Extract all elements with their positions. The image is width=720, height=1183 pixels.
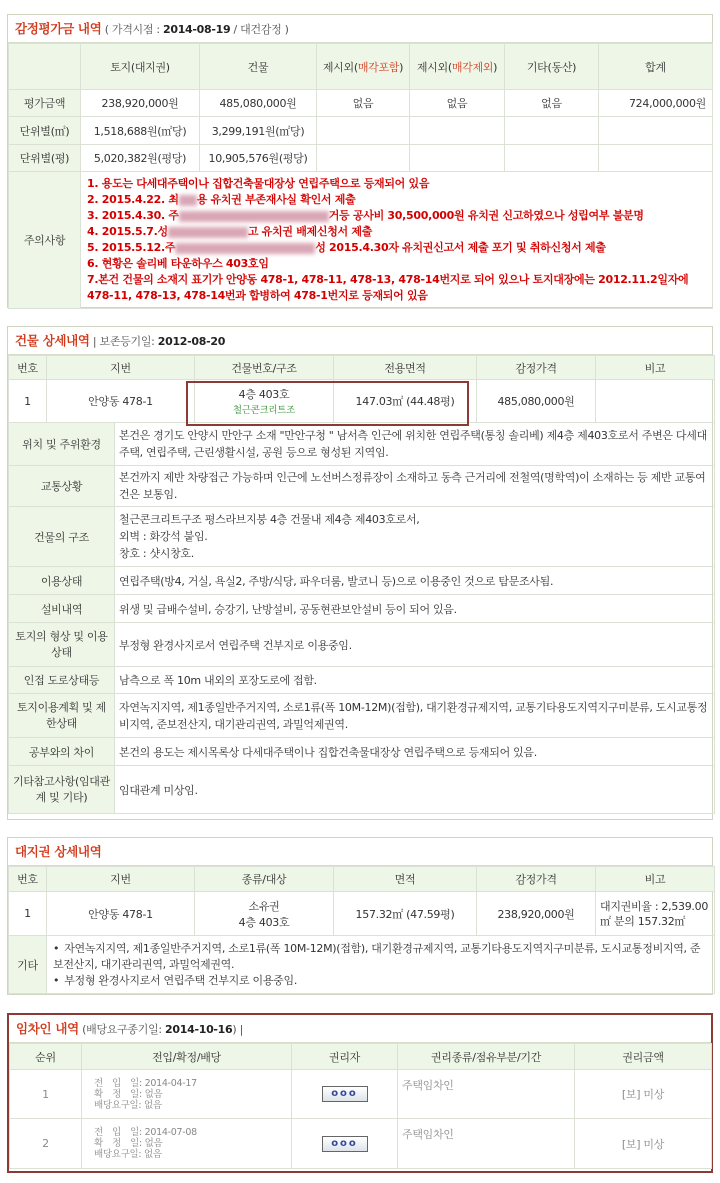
bld-col-price: 감정가격 xyxy=(477,356,596,380)
unit-m2-building: 3,299,191원(㎡당) xyxy=(200,117,317,145)
detail-value: 자연녹지지역, 제1종일반주거지역, 소로1류(폭 10M-12M)(접함), 대기환경규제지역, 교통기타용도지역지구미분류, 도시교통정비지역, 준보전산지, 대기관리권역, 과밀억제권역. xyxy=(115,694,715,738)
tenant-kind: 주택임차인 xyxy=(398,1070,575,1119)
tenant-kind: 주택임차인 xyxy=(398,1119,575,1169)
detail-row xyxy=(9,466,715,507)
note-2: 2. 2015.4.22. 최 용 유치권 부존재사실 확인서 제출 xyxy=(87,193,356,206)
tenant-subtitle: (배당요구종기일: 2014-10-16) | xyxy=(82,1023,244,1036)
tenant-holder-button[interactable]: ooo xyxy=(322,1086,368,1102)
building-date: 2012-08-20 xyxy=(157,335,226,348)
detail-label: 공부와의 차이 xyxy=(9,738,115,766)
appraisal-notes xyxy=(81,172,713,309)
row-label-unit-py: 단위별(평) xyxy=(9,145,81,172)
land-col-price: 감정가격 xyxy=(477,867,596,892)
price-total: 724,000,000원 xyxy=(599,90,713,117)
bld-col-note: 비고 xyxy=(596,356,715,380)
unit-py-land: 5,020,382원(평당) xyxy=(81,145,200,172)
tenant-rank: 2 xyxy=(10,1119,82,1169)
land-etc-item: • 자연녹지지역, 제1종일반주거지역, 소로1류(폭 10M-12M)(접함), 대기환경규제지역, 교통기타용도지역지구미분류, 도시교통정비지역, 준보전산지, 대기관리권역, 과밀억제권역. xyxy=(53,941,708,973)
detail-label: 기타참고사항(임대관계 및 기타) xyxy=(9,766,115,814)
note-1: 1. 용도는 다세대주택이나 집합건축물대장상 연립주택으로 등재되어 있음 xyxy=(87,177,430,190)
land-col-kind: 종류/대상 xyxy=(195,867,334,892)
land-kind-unit: 소유권 4층 403호 xyxy=(195,892,334,936)
bld-col-unit: 건물번호/구조 xyxy=(195,356,334,380)
land-etc-label: 기타 xyxy=(9,936,47,994)
land-header xyxy=(8,838,712,866)
price-exc-included: 없음 xyxy=(317,90,410,117)
tenant-rank: 1 xyxy=(10,1070,82,1119)
col-exc-included: 제시외(매각포함) xyxy=(317,44,410,90)
land-col-note: 비고 xyxy=(596,867,715,892)
bld-lot: 안양동 478-1 xyxy=(47,380,195,423)
row-label-unit-m2: 단위별(㎡) xyxy=(9,117,81,145)
land-col-lot: 지번 xyxy=(47,867,195,892)
bld-col-no: 번호 xyxy=(9,356,47,380)
bld-area: 147.03㎡ (44.48평) xyxy=(334,380,477,423)
unit-py-building: 10,905,576원(평당) xyxy=(200,145,317,172)
detail-row xyxy=(9,423,715,466)
detail-row xyxy=(9,738,715,766)
tenant-table xyxy=(9,1043,712,1169)
detail-value: 본건은 경기도 안양시 만안구 소재 "만안구청 " 남서측 인근에 위치한 연립주택(통칭 솔리베) 제4층 제403호로서 주변은 다세대주택, 연립주택, 근린생활시설, 공원 등으로 형성된 지역임. xyxy=(115,423,715,466)
detail-label: 교통상황 xyxy=(9,466,115,507)
land-table xyxy=(8,866,715,994)
bld-col-lot: 지번 xyxy=(47,356,195,380)
land-area: 157.32㎡ (47.59평) xyxy=(334,892,477,936)
land-lot: 안양동 478-1 xyxy=(47,892,195,936)
building-subtitle: | 보존등기일: 2012-08-20 xyxy=(92,335,226,348)
appraisal-date: 2014-08-19 xyxy=(162,23,231,36)
bld-note xyxy=(596,380,715,423)
note-7: 7.본건 건물의 소재지 표기가 안양동 478-1, 478-11, 478-13, 478-14번지로 되어 있으나 토지대장에는 2012.11.2일자에 478-11, 478-13, 478-14번과 합병하여 478-1번지로 등재되어 있음 xyxy=(87,273,689,302)
detail-label: 토지의 형상 및 이용상태 xyxy=(9,623,115,667)
detail-label: 설비내역 xyxy=(9,595,115,623)
bld-price: 485,080,000원 xyxy=(477,380,596,423)
tenant-amount: [보] 미상 xyxy=(575,1070,712,1119)
highlight-frame xyxy=(186,381,469,426)
detail-value: 연립주택(방4, 거실, 욕실2, 주방/식당, 파우더룸, 발코니 등)으로 이용중인 것으로 탐문조사됨. xyxy=(115,567,715,595)
land-section xyxy=(7,837,713,995)
tenant-date: 2014-10-16 xyxy=(165,1023,233,1036)
tenant-header xyxy=(9,1015,711,1043)
bld-structure: 철근콘크리트조 xyxy=(232,405,296,416)
note-4: 4. 2015.5.7.성 고 유치권 배제신청서 제출 xyxy=(87,225,373,238)
unit-m2-land: 1,518,688원(㎡당) xyxy=(81,117,200,145)
tenant-col-amount: 권리금액 xyxy=(575,1044,712,1070)
detail-row xyxy=(9,507,715,567)
col-etc: 기타(동산) xyxy=(505,44,599,90)
land-price: 238,920,000원 xyxy=(477,892,596,936)
detail-row xyxy=(9,595,715,623)
detail-value: 위생 및 급배수설비, 승강기, 난방설비, 공동현관보안설비 등이 되어 있음. xyxy=(115,595,715,623)
note-5: 5. 2015.5.12.주 성 2015.4.30자 유치권신고서 제출 포기 및 취하신청서 제출 xyxy=(87,241,606,254)
tenant-section xyxy=(7,1013,713,1173)
col-land: 토지(대지권) xyxy=(81,44,200,90)
price-exc-excluded: 없음 xyxy=(410,90,505,117)
tenant-title: 임차인 내역 xyxy=(16,1021,79,1036)
price-etc: 없음 xyxy=(505,90,599,117)
detail-row xyxy=(9,623,715,667)
tenant-row xyxy=(10,1119,712,1169)
land-col-no: 번호 xyxy=(9,867,47,892)
detail-label: 위치 및 주위환경 xyxy=(9,423,115,466)
price-building: 485,080,000원 xyxy=(200,90,317,117)
appraisal-section xyxy=(7,14,713,308)
tenant-dates: 전 입 일: 2014-07-08 확 정 일: 없음 배당요구일: 없음 xyxy=(82,1119,292,1169)
detail-label: 이용상태 xyxy=(9,567,115,595)
col-exc-excluded: 제시외(매각제외) xyxy=(410,44,505,90)
bld-col-area: 전용면적 xyxy=(334,356,477,380)
note-6: 6. 현황은 솔리베 타운하우스 403호임 xyxy=(87,257,269,270)
land-col-area: 면적 xyxy=(334,867,477,892)
tenant-col-holder: 권리자 xyxy=(292,1044,398,1070)
detail-value: 남측으로 폭 10m 내외의 포장도로에 접함. xyxy=(115,667,715,694)
appraisal-header xyxy=(8,15,712,43)
tenant-row xyxy=(10,1070,712,1119)
detail-value: 부정형 완경사지로서 연립주택 건부지로 이용중임. xyxy=(115,623,715,667)
detail-row xyxy=(9,567,715,595)
land-no: 1 xyxy=(9,892,47,936)
price-land: 238,920,000원 xyxy=(81,90,200,117)
detail-value: 철근콘크리트구조 평스라브지붕 4층 건물내 제4층 제403호로서, 외벽 : 화강석 붙임. 창호 : 샷시창호. xyxy=(115,507,715,567)
row-label-price: 평가금액 xyxy=(9,90,81,117)
detail-value: 본건의 용도는 제시목록상 다세대주택이나 집합건축물대장상 연립주택으로 등재되어 있음. xyxy=(115,738,715,766)
detail-row xyxy=(9,694,715,738)
tenant-holder-button[interactable]: ooo xyxy=(322,1136,368,1152)
tenant-dates: 전 입 일: 2014-04-17 확 정 일: 없음 배당요구일: 없음 xyxy=(82,1070,292,1119)
appraisal-table xyxy=(8,43,713,309)
detail-row xyxy=(9,667,715,694)
detail-label: 건물의 구조 xyxy=(9,507,115,567)
detail-row xyxy=(9,766,715,814)
land-title: 대지권 상세내역 xyxy=(15,844,102,859)
col-total: 합계 xyxy=(599,44,713,90)
building-header xyxy=(8,327,712,355)
detail-value: 본건까지 제반 차량접근 가능하며 인근에 노선버스정류장이 소재하고 동측 근거리에 전철역(명학역)이 소재하는 등 제반 교통여건은 보통임. xyxy=(115,466,715,507)
tenant-col-rank: 순위 xyxy=(10,1044,82,1070)
land-note: 대지권비율 : 2,539.00㎡ 분의 157.32㎡ xyxy=(596,892,715,936)
detail-value: 임대관계 미상임. xyxy=(115,766,715,814)
appraisal-subtitle: ( 가격시점 : 2014-08-19 / 대건감정 ) xyxy=(104,23,289,36)
tenant-col-kind: 권리종류/점유부분/기간 xyxy=(398,1044,575,1070)
tenant-amount: [보] 미상 xyxy=(575,1119,712,1169)
building-section xyxy=(7,326,713,820)
col-building: 건물 xyxy=(200,44,317,90)
detail-label: 인접 도로상태등 xyxy=(9,667,115,694)
building-title: 건물 상세내역 xyxy=(15,333,90,348)
row-label-notes: 주의사항 xyxy=(9,172,81,309)
land-row xyxy=(9,892,715,936)
bld-no: 1 xyxy=(9,380,47,423)
detail-label: 토지이용계획 및 제한상태 xyxy=(9,694,115,738)
tenant-col-dates: 전입/확정/배당 xyxy=(82,1044,292,1070)
land-etc xyxy=(47,936,715,994)
note-3: 3. 2015.4.30. 주 거등 공사비 30,500,000원 유치권 신고하였으나 성립여부 불분명 xyxy=(87,209,644,222)
appraisal-title: 감정평가금 내역 xyxy=(15,21,102,36)
bld-unit: 4층 403호 xyxy=(238,388,290,401)
appraisal-corner-cell xyxy=(9,44,81,90)
land-etc-item: • 부정형 완경사지로서 연립주택 건부지로 이용중임. xyxy=(53,973,708,989)
